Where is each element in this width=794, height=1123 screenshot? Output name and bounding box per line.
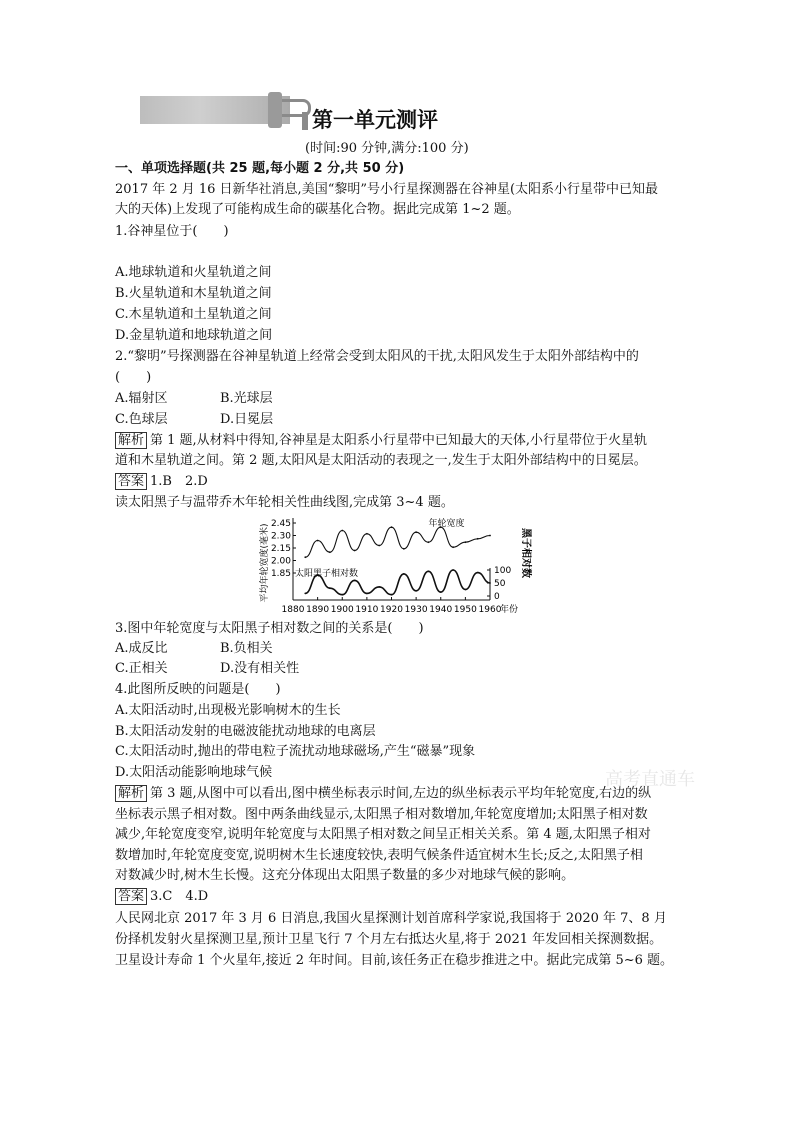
tree-ring-point <box>465 541 467 543</box>
option-3c[interactable]: C.正相关 <box>115 661 168 676</box>
y-right-tick-label: 50 <box>494 579 506 589</box>
option-3b[interactable]: B.负相关 <box>220 641 273 656</box>
tree-ring-point <box>428 541 430 543</box>
passage-line: 份择机发射火星探测卫星,预计卫星飞行 7 个月左右抵达火星,将于 2021 年发回相关探测数据。 <box>115 932 663 947</box>
question-stem-3: 3.图中年轮宽度与太阳黑子相对数之间的关系是( ) <box>115 621 424 636</box>
question-stem-4: 4.此图所反映的问题是( ) <box>115 682 281 697</box>
question-stem-1: 1.谷神星位于( ) <box>115 224 229 239</box>
tree-ring-point <box>366 533 368 535</box>
x-tick-label: 1900 <box>330 605 354 615</box>
tree-ring-point <box>378 545 380 547</box>
tree-ring-point <box>415 531 417 533</box>
tree-ring-point <box>403 548 405 550</box>
watermark: 高考直通车 <box>605 769 695 790</box>
x-tick-label: 1950 <box>453 605 477 615</box>
paint-roller-icon <box>268 92 282 128</box>
paint-roller-stick <box>302 112 308 130</box>
option-4d[interactable]: D.太阳活动能影响地球气候 <box>115 765 273 780</box>
option-2c[interactable]: C.色球层 <box>115 412 168 427</box>
x-tick-label: 1940 <box>429 605 453 615</box>
tree-ring-point <box>304 556 306 558</box>
sunspot-point <box>329 587 331 589</box>
option-2b[interactable]: B.光球层 <box>220 391 273 406</box>
sunspot-point <box>452 569 454 571</box>
answer-text: 1.B 2.D <box>150 474 208 489</box>
x-tick-label: 1890 <box>306 605 330 615</box>
tree-ring-point <box>341 530 343 532</box>
series-label-sunspot: 太阳黑子相对数 <box>295 569 359 579</box>
answer-text: 3.C 4.D <box>150 889 209 904</box>
sunspot-point <box>304 593 306 595</box>
sunspot-point <box>465 589 467 591</box>
y-left-tick-label: 2.15 <box>270 544 291 554</box>
analysis-line: 减少,年轮宽度变窄,说明年轮宽度与太阳黑子相对数之间呈正相关关系。第 4 题,太阳黑子相对 <box>115 827 651 842</box>
x-tick-label: 1960 <box>478 605 502 615</box>
y-right-tick-label: 0 <box>494 592 500 602</box>
option-3d[interactable]: D.没有相关性 <box>220 661 300 676</box>
option-1b[interactable]: B.火星轨道和木星轨道之间 <box>115 286 272 301</box>
x-tick-label: 1930 <box>404 605 428 615</box>
answer-block-2 <box>115 888 208 906</box>
analysis-block-1 <box>115 432 647 450</box>
y-left-tick-label: 2.45 <box>270 519 291 529</box>
x-tick-label: 1910 <box>355 605 379 615</box>
question-stem-2-cont: ( ) <box>115 370 152 385</box>
sunspot-point <box>391 594 393 596</box>
option-4c[interactable]: C.太阳活动时,抛出的带电粒子流扰动地球磁场,产生“磁暴”现象 <box>115 744 476 759</box>
analysis-line: 第 1 题,从材料中得知,谷神星是太阳系小行星带中已知最大的天体,小行星带位于火星轨 <box>150 433 647 448</box>
y-left-tick-label: 2.00 <box>270 556 291 567</box>
sunspot-point <box>415 590 417 592</box>
answer-block-1 <box>115 473 208 491</box>
tree-ring-point <box>489 535 491 537</box>
tree-ring-point <box>329 551 331 553</box>
series-label-tree-ring: 年轮宽度 <box>428 519 465 530</box>
passage-line: 卫星设计寿命 1 个火星年,接近 2 年时间。目前,该任务正在稳步推进之中。据此完成第 5~6 题。 <box>115 953 674 968</box>
answer-tag: 答案 <box>115 473 147 490</box>
tree-ring-width-series <box>305 527 490 557</box>
passage-line: 读太阳黑子与温带乔木年轮相关性曲线图,完成第 3~4 题。 <box>115 495 454 510</box>
y-right-tick-label: 100 <box>494 566 512 576</box>
analysis-tag: 解析 <box>115 432 147 449</box>
sunspot-point <box>354 580 356 582</box>
option-2d[interactable]: D.日冕层 <box>220 412 274 427</box>
tree-ring-point <box>391 526 393 528</box>
sunspot-point <box>341 594 343 596</box>
page-title: 第一单元测评 <box>312 108 438 132</box>
sunspot-point <box>366 593 368 595</box>
analysis-line: 对数减少时,树木生长慢。这充分体现出太阳黑子数量的多少对地球气候的影响。 <box>115 868 575 883</box>
analysis-line: 坐标表示黑子相对数。图中两条曲线显示,太阳黑子相对数增加,年轮宽度增加;太阳黑子相对数 <box>115 807 648 822</box>
sunspot-point <box>440 591 442 593</box>
x-axis-unit: 年份 <box>500 605 519 615</box>
option-1d[interactable]: D.金星轨道和地球轨道之间 <box>115 328 273 343</box>
sunspot-tree-ring-chart <box>255 513 545 618</box>
option-4b[interactable]: B.太阳活动发射的电磁波能扰动地球的电离层 <box>115 724 376 739</box>
section-heading: 一、单项选择题(共 25 题,每小题 2 分,共 50 分) <box>115 161 405 176</box>
option-4a[interactable]: A.太阳活动时,出现极光影响树木的生长 <box>115 703 341 718</box>
y-left-tick-label: 1.85 <box>270 569 291 579</box>
answer-tag: 答案 <box>115 888 147 905</box>
option-1c[interactable]: C.木星轨道和土星轨道之间 <box>115 307 272 322</box>
option-3a[interactable]: A.成反比 <box>115 641 168 656</box>
tree-ring-point <box>477 538 479 540</box>
analysis-block-2 <box>115 785 651 803</box>
x-tick-label: 1920 <box>380 605 403 615</box>
sunspot-point <box>403 573 405 575</box>
tree-ring-point <box>354 550 356 552</box>
analysis-line: 第 3 题,从图中可以看出,图中横坐标表示时间,左边的纵坐标表示平均年轮宽度,右边的纵 <box>150 786 652 801</box>
option-2a[interactable]: A.辐射区 <box>115 391 168 406</box>
passage-line: 大的天体)上发现了可能构成生命的碳基化合物。据此完成第 1~2 题。 <box>115 202 520 217</box>
sunspot-point <box>378 586 380 588</box>
analysis-tag: 解析 <box>115 785 147 802</box>
tree-ring-point <box>452 546 454 548</box>
tree-ring-point <box>317 540 319 542</box>
analysis-line: 数增加时,年轮宽度变宽,说明树木生长速度较快,表明气候条件适宜树木生长;反之,太阳黑子相 <box>115 848 643 863</box>
x-tick-label: 1880 <box>281 605 305 615</box>
option-1a[interactable]: A.地球轨道和火星轨道之间 <box>115 265 272 280</box>
analysis-line: 道和木星轨道之间。第 2 题,太阳风是太阳活动的表现之一,发生于太阳外部结构中的日冕层。 <box>115 453 647 468</box>
passage-line: 人民网北京 2017 年 3 月 6 日消息,我国火星探测计划首席科学家说,我国将于 2020 年 7、8 月 <box>115 911 667 926</box>
y-right-axis-label: 黑子相对数 <box>520 528 531 578</box>
passage-line: 2017 年 2 月 16 日新华社消息,美国“黎明”号小行星探测器在谷神星(太阳系小行星带中已知最 <box>115 182 659 197</box>
question-stem-2: 2.“黎明”号探测器在谷神星轨道上经常会受到太阳风的干扰,太阳风发生于太阳外部结构中的 <box>115 349 639 364</box>
y-left-tick-label: 2.30 <box>270 531 291 542</box>
sunspot-point <box>489 582 491 584</box>
y-left-axis-label: 平均年轮宽度(毫米) <box>260 523 270 603</box>
page-subtitle: (时间:90 分钟,满分:100 分) <box>305 141 469 156</box>
sunspot-point <box>477 572 479 574</box>
sunspot-point <box>428 570 430 572</box>
